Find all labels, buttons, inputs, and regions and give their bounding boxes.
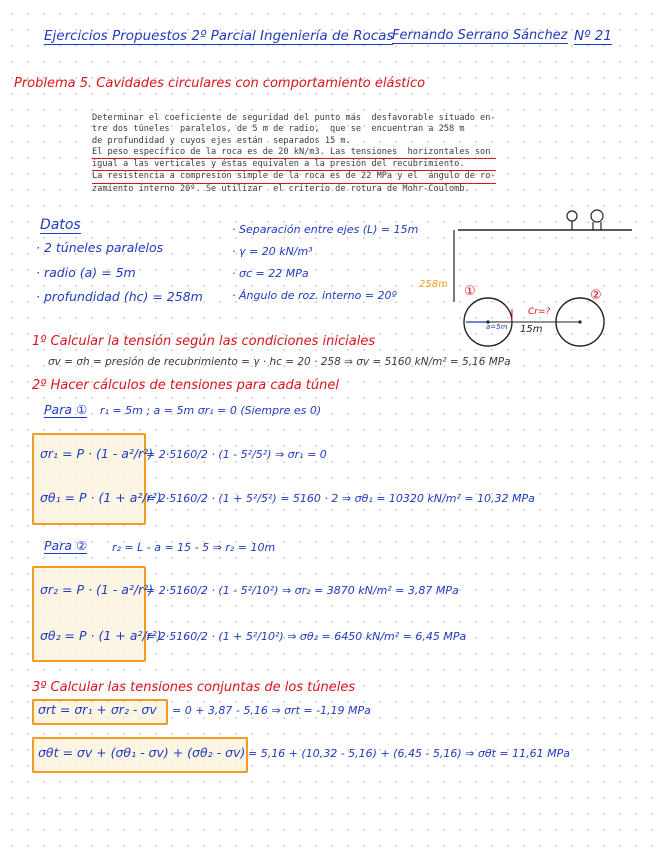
statement-line: de profundidad y cuyos ejes están separados 15 m.: [92, 135, 351, 146]
query-label: Cr=?: [528, 307, 551, 317]
eq-sigma-r1-result: = 2·5160/2 · (1 - 5²/5²) ⇒ σr₁ = 0: [146, 448, 327, 461]
eq-sigma-theta1-result: = 2·5160/2 · (1 + 5²/5²) = 5160 · 2 ⇒ σθ₁ = 10320 kN/m² = 10,32 MPa: [146, 492, 535, 505]
statement-line: El peso específico de la roca es de 20 kN/m3. Las tensiones horizontales son: [92, 147, 496, 159]
datos-item: · profundidad (hc) = 258m: [36, 289, 203, 304]
datos-item: · Separación entre ejes (L) = 15m: [232, 223, 419, 236]
tunnel-2-label: ②: [590, 288, 602, 303]
eq-sigma-rt-result: = 0 + 3,87 - 5,16 ⇒ σrt = -1,19 MPa: [172, 704, 371, 717]
statement-line: tre dos túneles paralelos, de 5 m de radio, que se encuentran a 258 m: [92, 124, 465, 135]
datos-item: · Ángulo de roz. interno = 20º: [232, 289, 397, 302]
datos-item: · 2 túneles paralelos: [36, 240, 164, 255]
statement-line: zamiento interno 20º. Se utilizar el criterio de rotura de Mohr-Coulomb.: [92, 183, 470, 194]
step3-title: 3º Calcular las tensiones conjuntas de los túneles: [32, 680, 356, 695]
problem-title: Problema 5. Cavidades circulares con comportamiento elástico: [14, 76, 426, 91]
datos-item: · σc = 22 MPa: [232, 267, 309, 280]
depth-label: 258m: [419, 279, 448, 290]
radius-label: a=5m: [486, 323, 508, 331]
para1-label: Para ①: [44, 402, 88, 417]
statement-line: igual a las verticales y éstas equivalen a la presión del recubrimiento.: [92, 159, 496, 171]
page-title: [44, 28, 393, 44]
eq-sigma-rt: σrt = σr₁ + σr₂ - σv: [38, 702, 157, 717]
eq-sigma-theta2-result: = 2·5160/2 · (1 + 5²/10²) ⇒ σθ₂ = 6450 kN/m² = 6,45 MPa: [146, 630, 467, 643]
header-title: Ejercicios Propuestos 2º Parcial Ingeniería de Rocas: [44, 28, 394, 44]
eq-sigma-theta-t: σθt = σv + (σθ₁ - σv) + (σθ₂ - σv): [38, 745, 246, 760]
eq-sigma-theta1: σθ₁ = P · (1 + a²/r²): [40, 490, 162, 505]
distance-label: 15m: [520, 324, 543, 335]
datos-item: · γ = 20 kN/m³: [232, 245, 313, 258]
eq-sigma-r1: σr₁ = P · (1 - a²/r²): [40, 446, 154, 461]
eq-sigma-r2: σr₂ = P · (1 - a²/r²): [40, 582, 154, 597]
exercise-number: Nº 21: [574, 28, 612, 44]
author-name: Fernando Serrano Sánchez: [392, 28, 568, 43]
tunnel-1-label: ①: [464, 284, 476, 299]
step1-title: 1º Calcular la tensión según las condiciones iniciales: [32, 334, 376, 349]
statement-line: Determinar el coeficiente de seguridad del punto más desfavorable situado en-: [92, 113, 496, 123]
formula-box-tunnel2: [32, 566, 146, 662]
eq-sigma-theta-t-result: = 5,16 + (10,32 - 5,16) + (6,45 - 5,16) ⇒ σθt = 11,61 MPa: [248, 747, 570, 760]
tree-icon: [567, 210, 603, 230]
problem-statement: [92, 113, 496, 195]
para2-data: r₂ = L - a = 15 - 5 ⇒ r₂ = 10m: [112, 541, 276, 554]
para1-data: r₁ = 5m ; a = 5m σr₁ = 0 (Siempre es 0): [100, 404, 322, 417]
datos-item: · radio (a) = 5m: [36, 265, 136, 280]
eq-sigma-r2-result: = 2·5160/2 · (1 - 5²/10²) ⇒ σr₂ = 3870 kN/m² = 3,87 MPa: [146, 584, 459, 597]
para2-label: Para ②: [44, 538, 88, 553]
step2-title: 2º Hacer cálculos de tensiones para cada túnel: [32, 378, 339, 393]
datos-title: Datos: [40, 217, 81, 233]
statement-line: La resistencia a compresión simple de la roca es de 22 MPa y el ángulo de ro-: [92, 171, 496, 183]
eq-sigma-theta2: σθ₂ = P · (1 + a²/r²): [40, 628, 162, 643]
step1-line: σv = σh = presión de recubrimiento = γ · hc = 20 · 258 ⇒ σv = 5160 kN/m² = 5,16 MPa: [48, 356, 511, 368]
